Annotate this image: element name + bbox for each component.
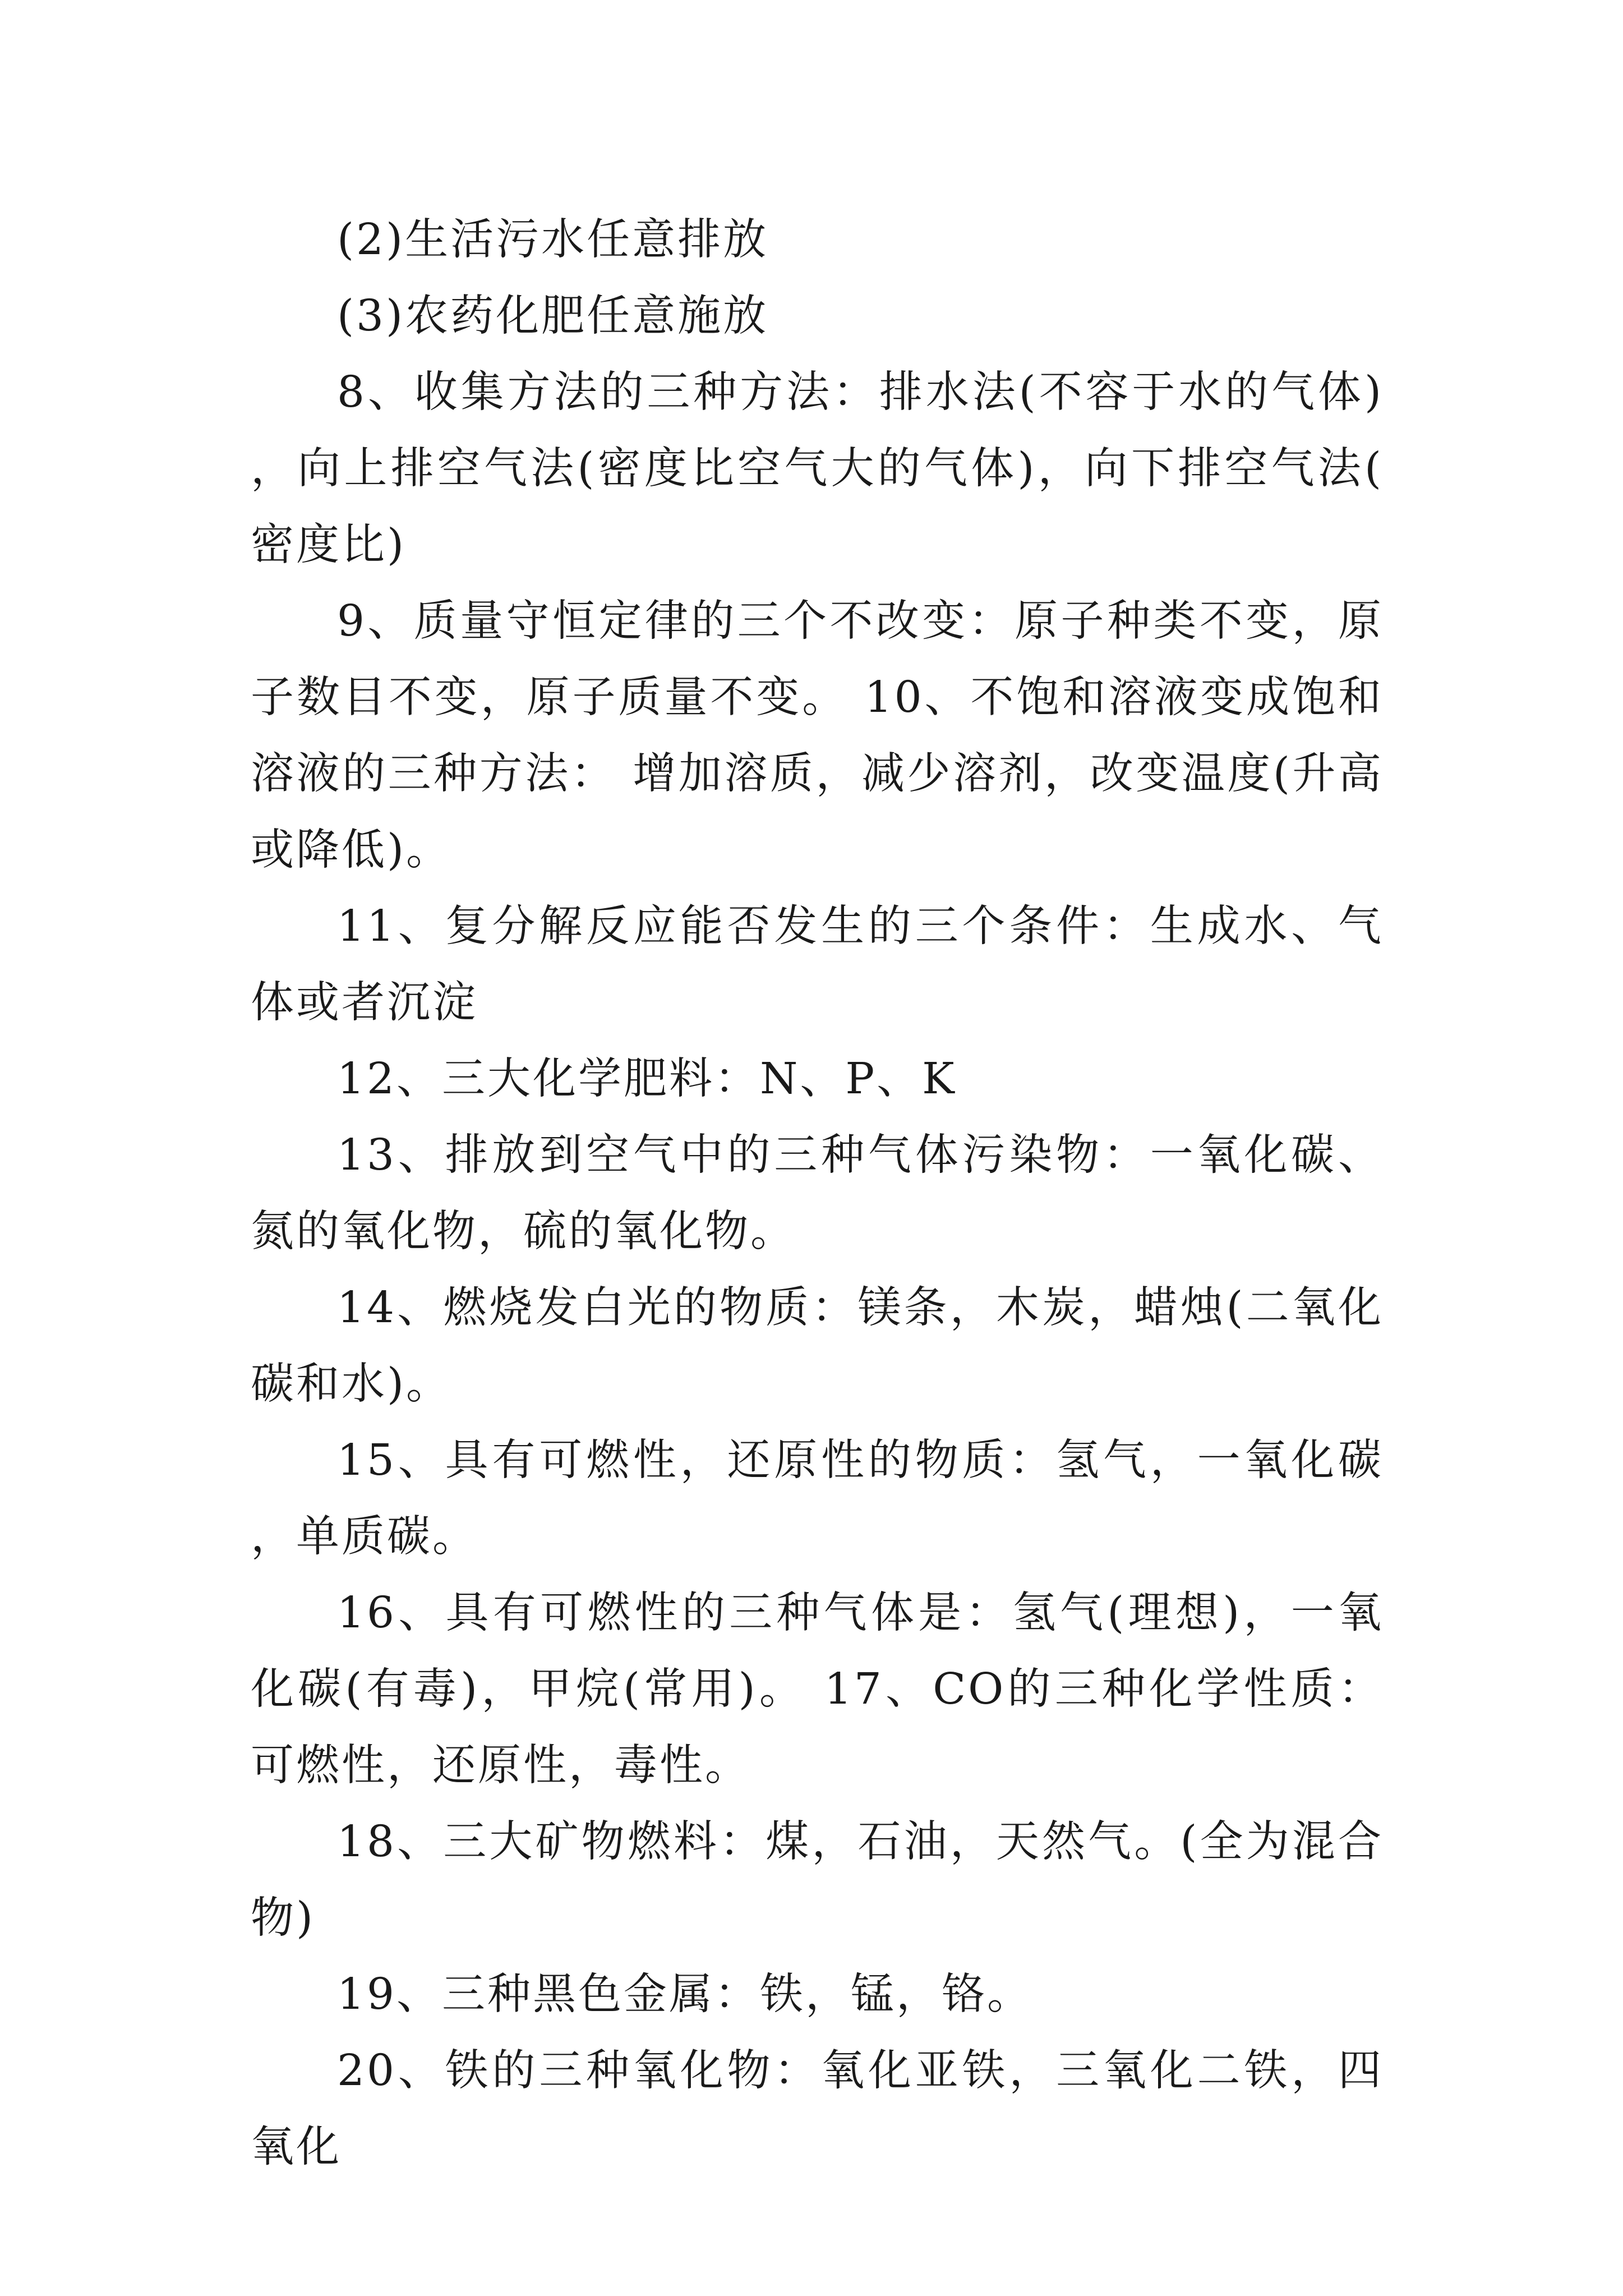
paragraph-9-10-conservation-saturation: 9、质量守恒定律的三个不改变：原子种类不变，原子数目不变，原子质量不变。 10、不饱和溶液变成饱和溶液的三种方法： 增加溶质，减少溶剂，改变温度(升高或降低)。 <box>251 596 1384 875</box>
paragraph-12-fertilizers: 12、三大化学肥料：N、P、K <box>337 1054 957 1104</box>
paragraph-8-gas-collection: 8、收集方法的三种方法：排水法(不容于水的气体)，向上排空气法(密度比空气大的气体)，向下排空气法(密度比) <box>251 367 1384 570</box>
paragraph-15-flammable-reducing: 15、具有可燃性，还原性的物质：氢气，一氧化碳，单质碳。 <box>251 1435 1384 1562</box>
paragraph-2-domestic-sewage: (2)生活污水任意排放 <box>337 215 769 265</box>
paragraph-13-air-pollutants: 13、排放到空气中的三种气体污染物：一氧化碳、氮的氧化物，硫的氧化物。 <box>251 1130 1384 1257</box>
paragraph-18-fossil-fuels: 18、三大矿物燃料：煤，石油，天然气。(全为混合物) <box>251 1817 1384 1943</box>
paragraph-19-ferrous-metals: 19、三种黑色金属：铁，锰，铬。 <box>337 1970 1032 2019</box>
paragraph-11-double-decomposition: 11、复分解反应能否发生的三个条件：生成水、气体或者沉淀 <box>251 901 1384 1028</box>
paragraph-20-iron-oxides: 20、铁的三种氧化物：氧化亚铁，三氧化二铁，四氧化 <box>251 2046 1384 2172</box>
paragraph-16-17-flammable-gases-co: 16、具有可燃性的三种气体是：氢气(理想)，一氧化碳(有毒)，甲烷(常用)。 17、CO的三种化学性质：可燃性，还原性，毒性。 <box>251 1588 1384 1791</box>
paragraph-14-white-light-combustion: 14、燃烧发白光的物质：镁条，木炭，蜡烛(二氧化碳和水)。 <box>251 1283 1384 1409</box>
document-body <box>251 202 1384 2185</box>
paragraph-3-pesticides-fertilizers: (3)农药化肥任意施放 <box>337 291 769 341</box>
